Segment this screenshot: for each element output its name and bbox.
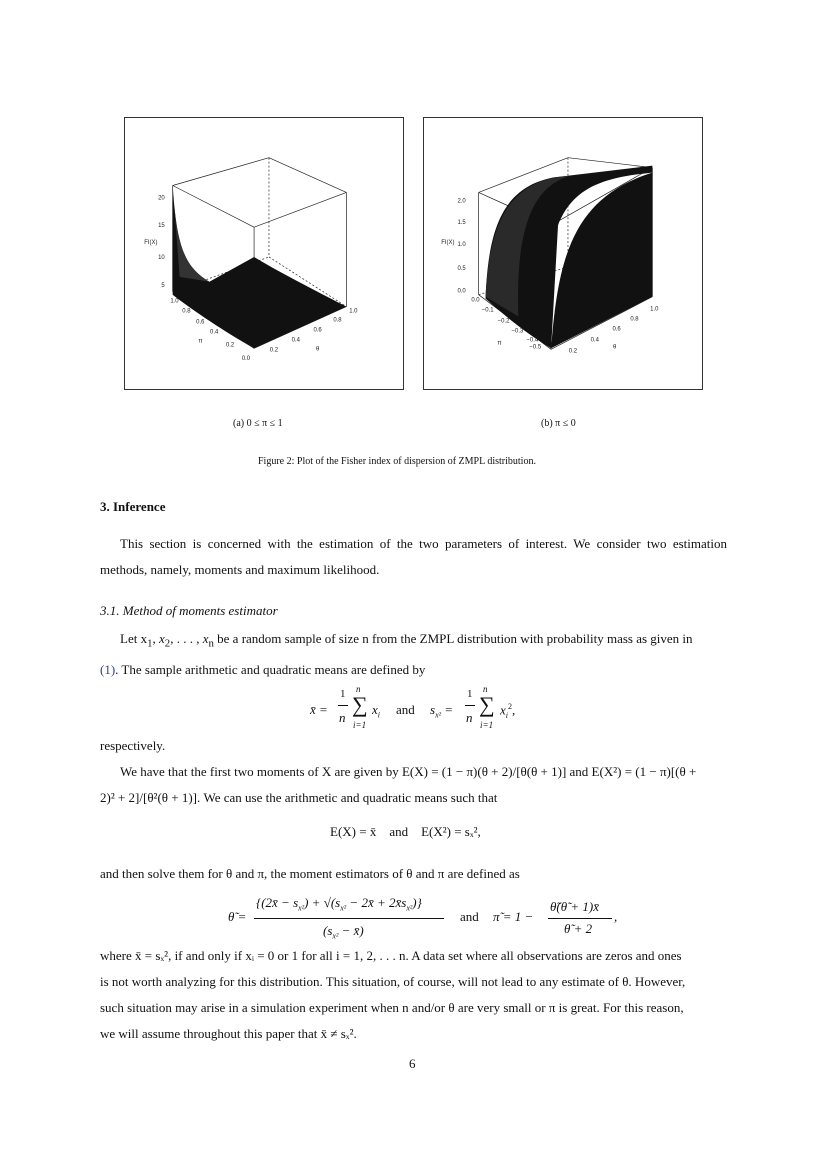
z-tick-label: 1.0 — [457, 242, 466, 249]
equation-estimators: θ̃ = {(2x̄ − $s_{x^2}) + √(s_{x^2}$ − 2x̄ + $2x̄s_{x^2}$)} ($s_{x^2}$ − x̄) and π̃ = 1 − θ̃(θ̃ + 1)x̄ θ̃ + 2 , — [228, 895, 618, 941]
p1-rest: be a random sample of size n from the ZMPL distribution with probability mass as given in — [213, 631, 693, 646]
paragraph-4-line-2: is not worth analyzing for this distribution. This situation, of course, will not lead to any estimate of θ. However, — [100, 974, 686, 989]
paragraph-4-line-4: we will assume throughout this paper that x̄ ≠ sₓ². — [100, 1026, 357, 1041]
subsection-title: 3.1. Method of moments estimator — [100, 603, 278, 618]
z-tick-label: 20 — [158, 195, 165, 202]
x-tick-label: 0.6 — [612, 326, 621, 333]
section-title: 3. Inference — [100, 499, 166, 514]
equation-means: x̄ = 1 n n ∑ i=1 $x_i$ and $s_{x^2}$ = 1 n n ∑ i=1 $x_i^2$, — [310, 684, 516, 730]
x-tick-label: 1.0 — [349, 308, 358, 315]
y-tick-label: 0.8 — [182, 308, 191, 315]
paragraph-1: Let $x_1$, $x_2$, . . . , $x_n$ be a random sample of size n from the ZMPL distribution with probability mass as given in (1). The sample arithmetic and quadratic means are defined by — [100, 631, 693, 677]
x-tick-label: 0.2 — [568, 348, 578, 355]
figure-panel-b — [423, 117, 703, 390]
x-tick-label: 0.8 — [333, 317, 342, 324]
z-tick-label: 10 — [158, 254, 165, 261]
paragraph-4-line-1: where x̄ = sₓ², if and only if xᵢ = 0 or 1 for all i = 1, 2, . . . n. A data set where all observations are zeros and ones — [100, 948, 682, 963]
paragraph-4-line-3: such situation may arise in a simulation experiment when n and/or θ are very small or π is great. For this reason, — [100, 1000, 684, 1015]
y-axis-label: π — [497, 340, 502, 347]
y-tick-label: −0.2 — [497, 318, 510, 325]
figure-panel-a — [124, 117, 404, 390]
x-axis-label: θ — [315, 346, 320, 353]
y-tick-label: 0.2 — [225, 342, 235, 349]
x-tick-label: 0.6 — [313, 327, 322, 334]
y-axis-label: π — [198, 338, 203, 345]
x-tick-label: 0.4 — [291, 337, 300, 344]
z-tick-label: 1.5 — [457, 220, 466, 227]
y-tick-label: −0.1 — [481, 307, 494, 314]
p1-end: . The sample arithmetic and quadratic means are defined by — [115, 661, 426, 677]
y-tick-label: −0.4 — [526, 337, 539, 344]
y-tick-label: 1.0 — [170, 298, 179, 305]
y-tick-label: 0.0 — [471, 297, 480, 304]
page-number: 6 — [409, 1056, 416, 1071]
eq-ref-link[interactable]: (1) — [100, 661, 116, 677]
x-tick-label: 0.4 — [590, 337, 599, 344]
figure-caption: Figure 2: Plot of the Fisher index of dispersion of ZMPL distribution. — [258, 456, 536, 467]
equation-moments: E(X) = x̄ and E(X²) = sₓ², — [330, 824, 481, 839]
surface-plot-b — [424, 118, 702, 389]
p1-start: Let x — [120, 631, 148, 646]
x-axis-label: θ — [612, 344, 617, 351]
z-tick-label: 2.0 — [457, 198, 466, 205]
y-tick-label: 0.0 — [241, 356, 251, 363]
paragraph-2-line-2: 2)² + 2]/[θ²(θ + 1)]. We can use the arithmetic and quadratic means such that — [100, 790, 498, 805]
z-axis-label: FI(X) — [441, 240, 455, 247]
z-tick-label: 5 — [161, 282, 165, 289]
subcaption-b: (b) π ≤ 0 — [541, 418, 576, 429]
z-axis-label: FI(X) — [144, 240, 158, 247]
x-tick-label: 1.0 — [650, 306, 659, 313]
y-tick-label: −0.5 — [529, 344, 542, 351]
respectively-text: respectively. — [100, 738, 166, 753]
z-tick-label: 15 — [158, 223, 165, 230]
y-tick-label: 0.4 — [210, 329, 219, 336]
paragraph-3: and then solve them for θ and π, the moment estimators of θ and π are defined as — [100, 866, 520, 881]
x-tick-label: 0.2 — [269, 347, 279, 354]
z-tick-label: 0.0 — [457, 288, 466, 295]
y-tick-label: 0.6 — [196, 319, 205, 326]
x-tick-label: 0.8 — [630, 316, 639, 323]
y-tick-label: −0.3 — [511, 328, 524, 335]
surface-plot-a — [125, 118, 403, 389]
subcaption-a: (a) 0 ≤ π ≤ 1 — [233, 418, 283, 429]
paragraph-2-line-1: We have that the first two moments of X are given by E(X) = (1 − π)(θ + 2)/[θ(θ + 1)] and E(X²) = (1 − π)[(θ + — [120, 764, 697, 779]
z-tick-label: 0.5 — [457, 265, 466, 272]
section-intro: This section is concerned with the estimation of the two parameters of interest. We consider two estimation methods, namely, moments and maximum likelihood. — [100, 536, 727, 577]
